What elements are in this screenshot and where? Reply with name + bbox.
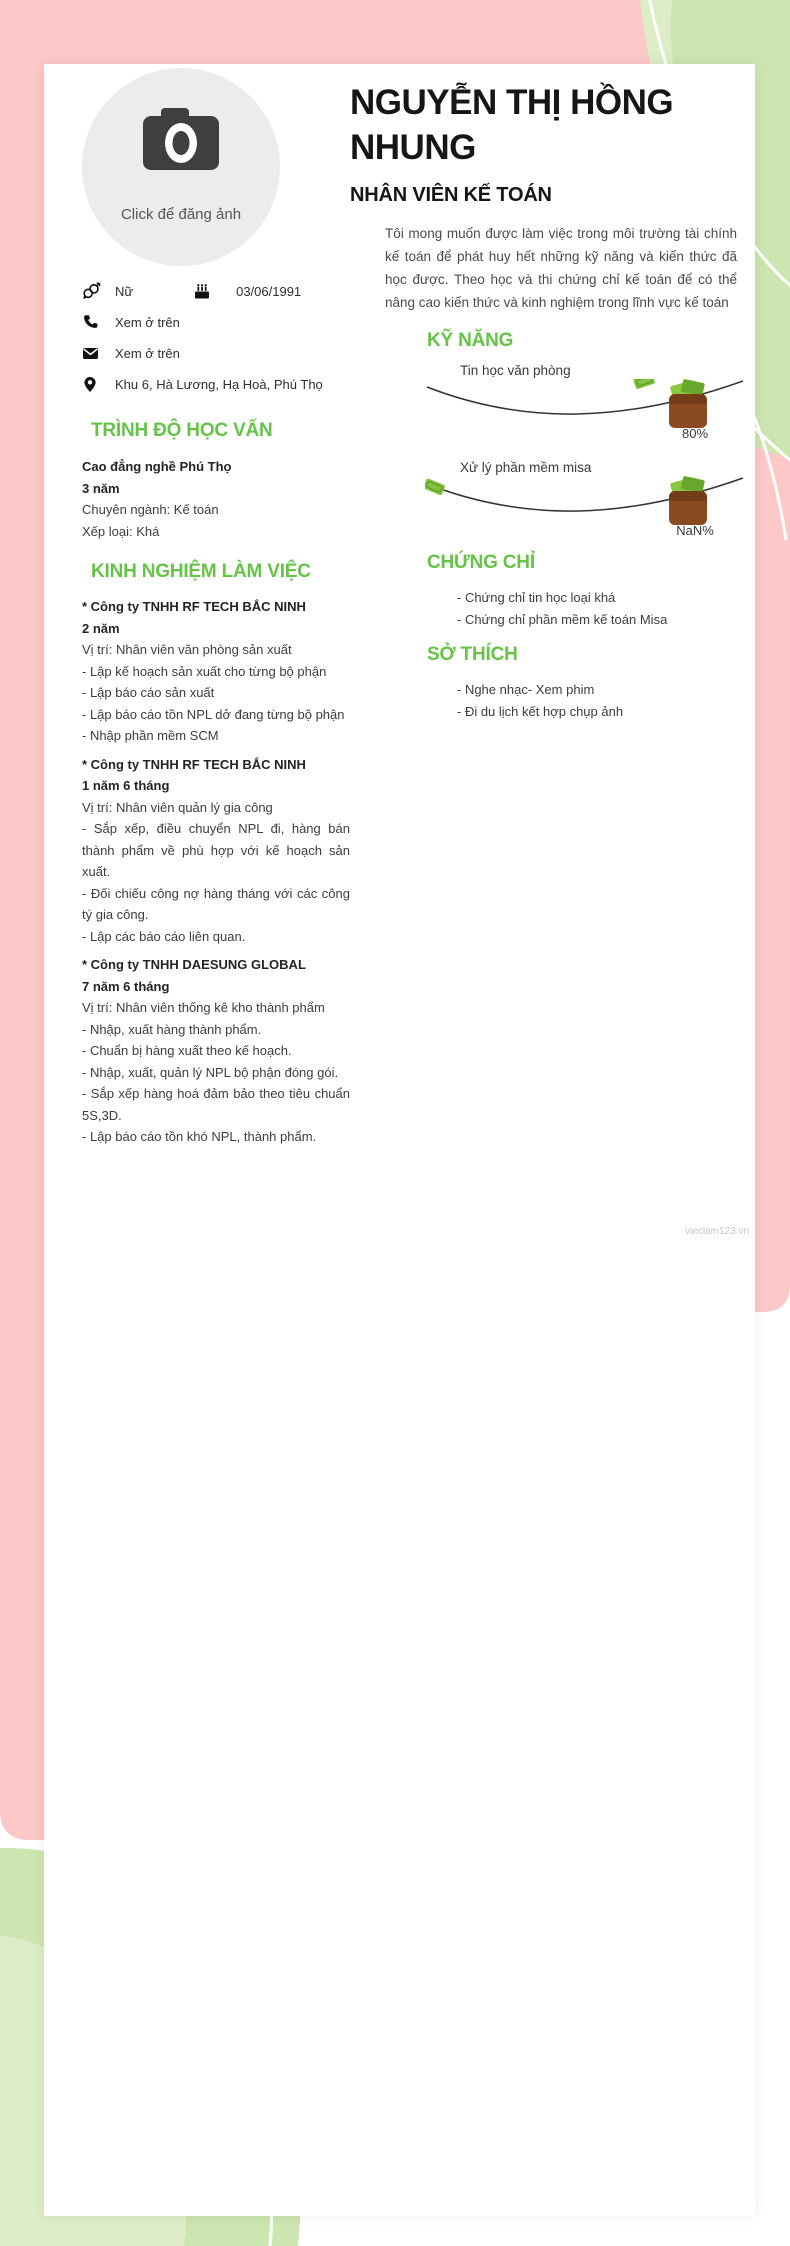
phone-value: Xem ở trên: [115, 314, 180, 330]
job-line: - Chuẩn bị hàng xuất theo kế hoạch.: [82, 1043, 292, 1058]
education-grade: Xếp loại: Khá: [82, 523, 160, 539]
job-line: - Đối chiếu công nợ hàng tháng với các công tý gia công.: [82, 885, 350, 922]
education-duration: 3 năm: [82, 480, 120, 496]
wallet-icon: [668, 378, 708, 430]
skill-percent: 80%: [681, 426, 709, 441]
skill-label: Tin học văn phòng: [460, 363, 571, 378]
hobby-item: - Nghe nhạc- Xem phim: [457, 682, 595, 697]
money-bill-icon: [425, 478, 446, 496]
address-row: [82, 375, 350, 393]
job-line: - Lập kế hoạch sản xuất cho từng bộ phận: [82, 663, 327, 679]
experience-heading: KINH NGHIỆM LÀM VIỆC: [91, 561, 311, 582]
job-line: Vị trí: Nhân viên thống kê kho thành phẩm: [82, 1000, 325, 1015]
job-line: - Nhập, xuất, quản lý NPL bộ phận đóng gói.: [82, 1064, 339, 1080]
hobby-item: - Đi du lịch kết hợp chụp ảnh: [457, 704, 624, 719]
photo-upload-placeholder[interactable]: [82, 68, 280, 266]
skill-percent: NaN%: [676, 523, 714, 538]
job-line: - Lập báo cáo tồn khó NPL, thành phẩm.: [82, 1129, 317, 1144]
education-school: Cao đẳng nghề Phú Thọ: [82, 459, 232, 474]
skills-heading: KỸ NĂNG: [427, 330, 514, 351]
job-line: - Sắp xếp hàng hoá đảm bảo theo tiêu chuẩn 5S,3D.: [82, 1086, 350, 1123]
email-row: [82, 344, 350, 362]
certificate-item: - Chứng chỉ phần mềm kế toán Misa: [457, 612, 668, 627]
job-line: - Lập các báo cáo liên quan.: [82, 928, 246, 944]
camera-icon: [139, 106, 223, 172]
gender-icon: [82, 282, 102, 300]
job-entry: [82, 754, 350, 948]
phone-row: [82, 313, 350, 331]
job-entry: [82, 596, 350, 747]
location-pin-icon: [82, 375, 102, 393]
job-company: * Công ty TNHH RF TECH BẮC NINH: [82, 599, 306, 614]
job-company: * Công ty TNHH DAESUNG GLOBAL: [82, 957, 306, 972]
job-duration: 1 năm 6 tháng: [82, 778, 170, 793]
education-section: [82, 456, 350, 542]
education-heading: TRÌNH ĐỘ HỌC VẤN: [91, 420, 273, 441]
job-entry: [82, 954, 350, 1148]
cv-card: [44, 64, 755, 2216]
job-line: - Nhập, xuất hàng thành phẩm.: [82, 1021, 262, 1037]
wallet-icon: [668, 475, 708, 527]
job-line: - Lập báo cáo sản xuất: [82, 685, 215, 700]
contact-info: [82, 282, 350, 393]
email-value: Xem ở trên: [115, 345, 180, 361]
certificates-list: [457, 587, 737, 631]
education-major: Chuyên ngành: Kế toán: [82, 502, 219, 517]
career-objective: Tôi mong muốn được làm việc trong môi trường tài chính kế toán để phát huy hết những kỹ năng và kiến thức đã học được. Theo học và thi chứng chỉ kế toán để có thể nâng cao kiến thức và kinh nghiệm trong lĩnh vực kế toán: [385, 226, 737, 310]
envelope-icon: [82, 344, 102, 362]
job-company: * Công ty TNHH RF TECH BẮC NINH: [82, 756, 306, 772]
job-line: - Lập báo cáo tồn NPL dở đang từng bộ phận: [82, 706, 345, 722]
hobbies-list: [457, 679, 737, 723]
job-duration: 2 năm: [82, 620, 120, 636]
skill-label: Xử lý phần mềm misa: [460, 460, 592, 475]
photo-upload-label: Click để đăng ảnh: [120, 206, 242, 223]
site-watermark: vieclam123.vn: [685, 1226, 749, 1237]
money-bill-icon: [633, 379, 655, 389]
experience-section: [82, 596, 350, 1148]
address-value: Khu 6, Hà Lương, Hạ Hoà, Phú Thọ: [115, 376, 323, 392]
candidate-name: NGUYỄN THỊ HỒNG NHUNG: [350, 83, 674, 167]
birthday-value: 03/06/1991: [236, 283, 302, 299]
hobbies-heading: SỞ THÍCH: [427, 644, 518, 665]
right-column: [385, 222, 737, 723]
job-title: NHÂN VIÊN KẾ TOÁN: [350, 184, 552, 206]
left-column: [82, 64, 350, 1155]
birthday-cake-icon: [193, 282, 213, 300]
job-duration: 7 năm 6 tháng: [82, 978, 170, 994]
skill-row: [385, 460, 737, 546]
phone-icon: [82, 313, 102, 331]
gender-row: [82, 282, 350, 300]
job-line: Vị trí: Nhân viên văn phòng sản xuất: [82, 642, 292, 657]
job-line: - Nhập phần mềm SCM: [82, 728, 219, 743]
certificates-heading: CHỨNG CHỈ: [427, 552, 535, 573]
job-line: - Sắp xếp, điều chuyển NPL đi, hàng bán thành phẩm về phù hợp với kế hoạch sản xuất.: [82, 821, 350, 879]
skill-row: [385, 363, 737, 449]
job-line: Vị trí: Nhân viên quản lý gia công: [82, 799, 273, 815]
gender-value: Nữ: [115, 283, 134, 299]
name-block: [350, 80, 750, 207]
certificate-item: - Chứng chỉ tin học loại khá: [457, 590, 616, 605]
